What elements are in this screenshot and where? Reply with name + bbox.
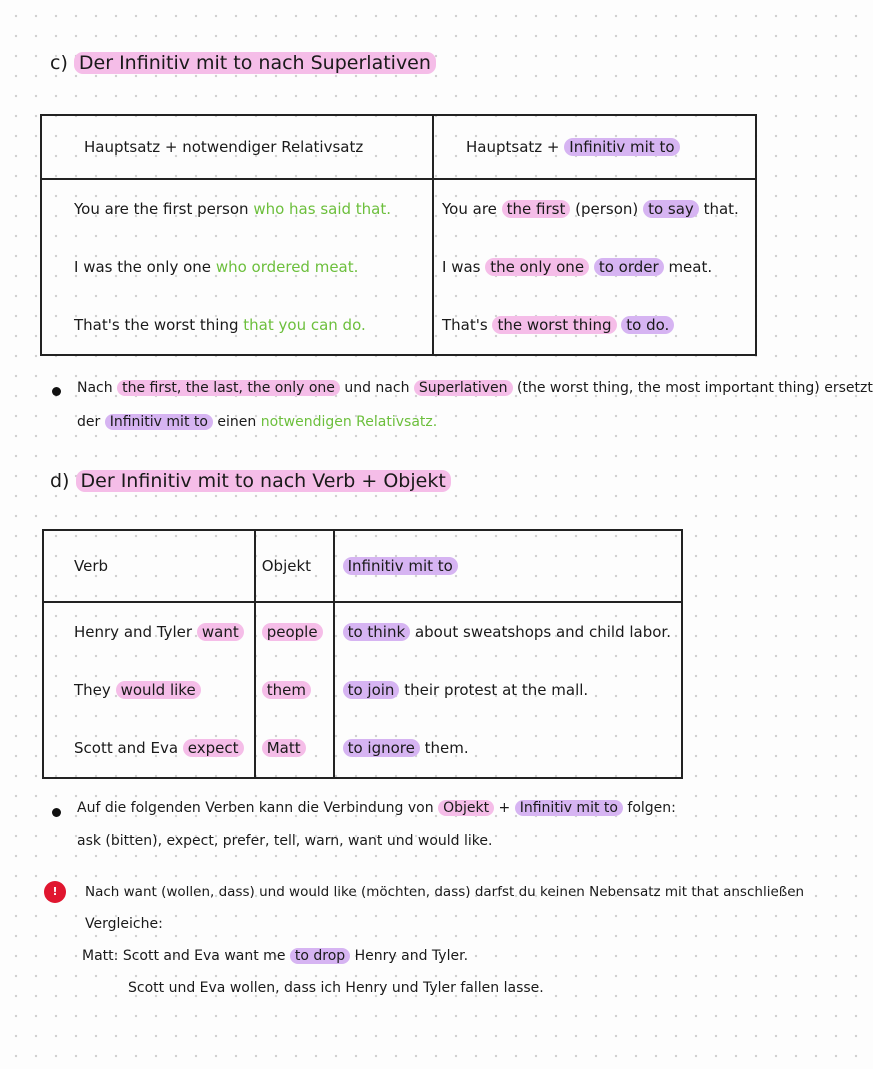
object-line <box>262 661 323 719</box>
warning-example <box>82 948 468 964</box>
right-example-violet: to order <box>594 258 664 276</box>
left-example-text: I was the only one <box>74 258 212 276</box>
verb-subject: Scott and Eva <box>74 739 179 757</box>
object-cell <box>255 602 334 778</box>
translation-text: Scott und Eva wollen, dass ich Henry und Tyler fallen lasse. <box>128 980 544 996</box>
left-example-1 <box>74 180 422 238</box>
warning-icon-glyph: ! <box>52 885 58 898</box>
example-speaker: Matt: <box>82 948 119 964</box>
section-c-label: c) <box>50 52 68 74</box>
object-highlight: people <box>262 623 323 641</box>
right-example-post: that. <box>703 200 739 218</box>
right-example-violet: to say <box>643 200 699 218</box>
note-highlight-pink: Objekt <box>438 800 494 816</box>
example-highlight: to drop <box>290 948 350 964</box>
note-text: folgen: <box>627 800 676 816</box>
note-highlight-violet: Infinitiv mit to <box>515 800 623 816</box>
verb-highlight: expect <box>183 739 244 757</box>
verb-header-cell <box>43 530 255 602</box>
right-header-highlight: Infinitiv mit to <box>564 138 679 156</box>
warning-line2 <box>85 916 163 932</box>
section-c-note-line2 <box>77 414 437 430</box>
right-example-pink: the worst thing <box>492 316 616 334</box>
warning-icon <box>44 881 66 903</box>
infinitive-highlight: to ignore <box>343 739 420 757</box>
infinitive-rest: them. <box>424 739 469 757</box>
warning-line1 <box>85 884 804 900</box>
note-plus: + <box>498 800 511 816</box>
verb-header: Verb <box>74 557 109 575</box>
table-header-row <box>43 530 682 602</box>
verb-line <box>74 603 244 661</box>
left-header-cell <box>41 115 433 179</box>
right-examples-cell <box>433 179 756 355</box>
note-text: der <box>77 414 101 430</box>
right-example-pink: the only one <box>485 258 589 276</box>
infinitive-rest: about sweatshops and child labor. <box>414 623 671 641</box>
infinitive-line <box>343 661 671 719</box>
section-c-note-line1 <box>77 380 873 396</box>
infinitive-cell <box>334 602 682 778</box>
object-highlight: them <box>262 681 311 699</box>
left-example-text: That's the worst thing <box>74 316 239 334</box>
left-header-text: Hauptsatz + notwendiger Relativsatz <box>84 138 364 156</box>
left-example-2 <box>74 238 422 296</box>
table-body-row <box>41 179 756 355</box>
right-header-pre: Hauptsatz + <box>466 138 560 156</box>
note-text: Nach <box>77 380 113 396</box>
note-green: notwendigen Relativsatz. <box>260 414 438 430</box>
left-example-3 <box>74 296 422 354</box>
warning-translation <box>128 980 544 996</box>
right-example-post: meat. <box>668 258 713 276</box>
right-example-text: I was <box>442 258 481 276</box>
right-example-pink: the first <box>502 200 571 218</box>
infinitive-header: Infinitiv mit to <box>343 557 458 575</box>
verb-subject: They <box>74 681 111 699</box>
note-text: und nach <box>344 380 410 396</box>
warning-text: Nach want (wollen, dass) und would like (möchten, dass) darfst du keinen Nebensatz mit that anschließen <box>85 884 805 900</box>
example-text: Henry and Tyler. <box>354 948 469 964</box>
right-example-mid: (person) <box>575 200 639 218</box>
section-d-heading <box>50 470 451 492</box>
left-example-text: You are the first person <box>74 200 249 218</box>
right-example-text: You are <box>442 200 497 218</box>
infinitive-line <box>343 603 671 661</box>
left-example-green: that you can do. <box>243 316 366 334</box>
note-highlight-pink: the first, the last, the only one <box>117 380 340 396</box>
section-c-heading <box>50 52 436 74</box>
left-example-green: who has said that. <box>253 200 392 218</box>
note-highlight-violet: Infinitiv mit to <box>105 414 213 430</box>
infinitive-rest: their protest at the mall. <box>404 681 589 699</box>
note-text: (the worst thing, the most important thing) ersetzt <box>517 380 873 396</box>
table-body-row <box>43 602 682 778</box>
object-header: Objekt <box>261 557 312 575</box>
note-text: Auf die folgenden Verben kann die Verbindung von <box>77 800 434 816</box>
right-example-violet: to do. <box>621 316 674 334</box>
verb-cell <box>43 602 255 778</box>
infinitive-line <box>343 719 671 777</box>
verb-highlight: want <box>197 623 244 641</box>
example-text: Scott and Eva want me <box>122 948 286 964</box>
verb-line <box>74 661 244 719</box>
infinitive-highlight: to think <box>343 623 411 641</box>
relative-clause-table <box>40 114 757 356</box>
verb-line <box>74 719 244 777</box>
left-example-green: who ordered meat. <box>215 258 359 276</box>
section-c-title: Der Infinitiv mit to nach Superlativen <box>74 52 436 74</box>
left-examples-cell <box>41 179 433 355</box>
bullet-dot <box>52 387 61 396</box>
right-example-2 <box>442 238 745 296</box>
right-example-1 <box>442 180 745 238</box>
infinitive-highlight: to join <box>343 681 400 699</box>
warning-compare: Vergleiche: <box>85 916 163 932</box>
section-d-title: Der Infinitiv mit to nach Verb + Objekt <box>76 470 451 492</box>
section-d-note-line2 <box>77 833 492 849</box>
object-header-cell <box>255 530 334 602</box>
object-highlight: Matt <box>262 739 306 757</box>
note-highlight-pink: Superlativen <box>414 380 513 396</box>
verb-object-table <box>42 529 683 779</box>
table-header-row <box>41 115 756 179</box>
object-line <box>262 719 323 777</box>
section-d-note-line1 <box>77 800 676 816</box>
object-line <box>262 603 323 661</box>
verb-subject: Henry and Tyler <box>74 623 193 641</box>
note-text: ask (bitten), expect, prefer, tell, warn, want und would like. <box>77 833 493 849</box>
verb-highlight: would like <box>116 681 201 699</box>
right-example-text: That's <box>442 316 488 334</box>
right-header-cell <box>433 115 756 179</box>
note-text: einen <box>217 414 257 430</box>
right-example-3 <box>442 296 745 354</box>
infinitive-header-cell <box>334 530 682 602</box>
bullet-dot <box>52 808 61 817</box>
section-d-label: d) <box>50 470 70 492</box>
